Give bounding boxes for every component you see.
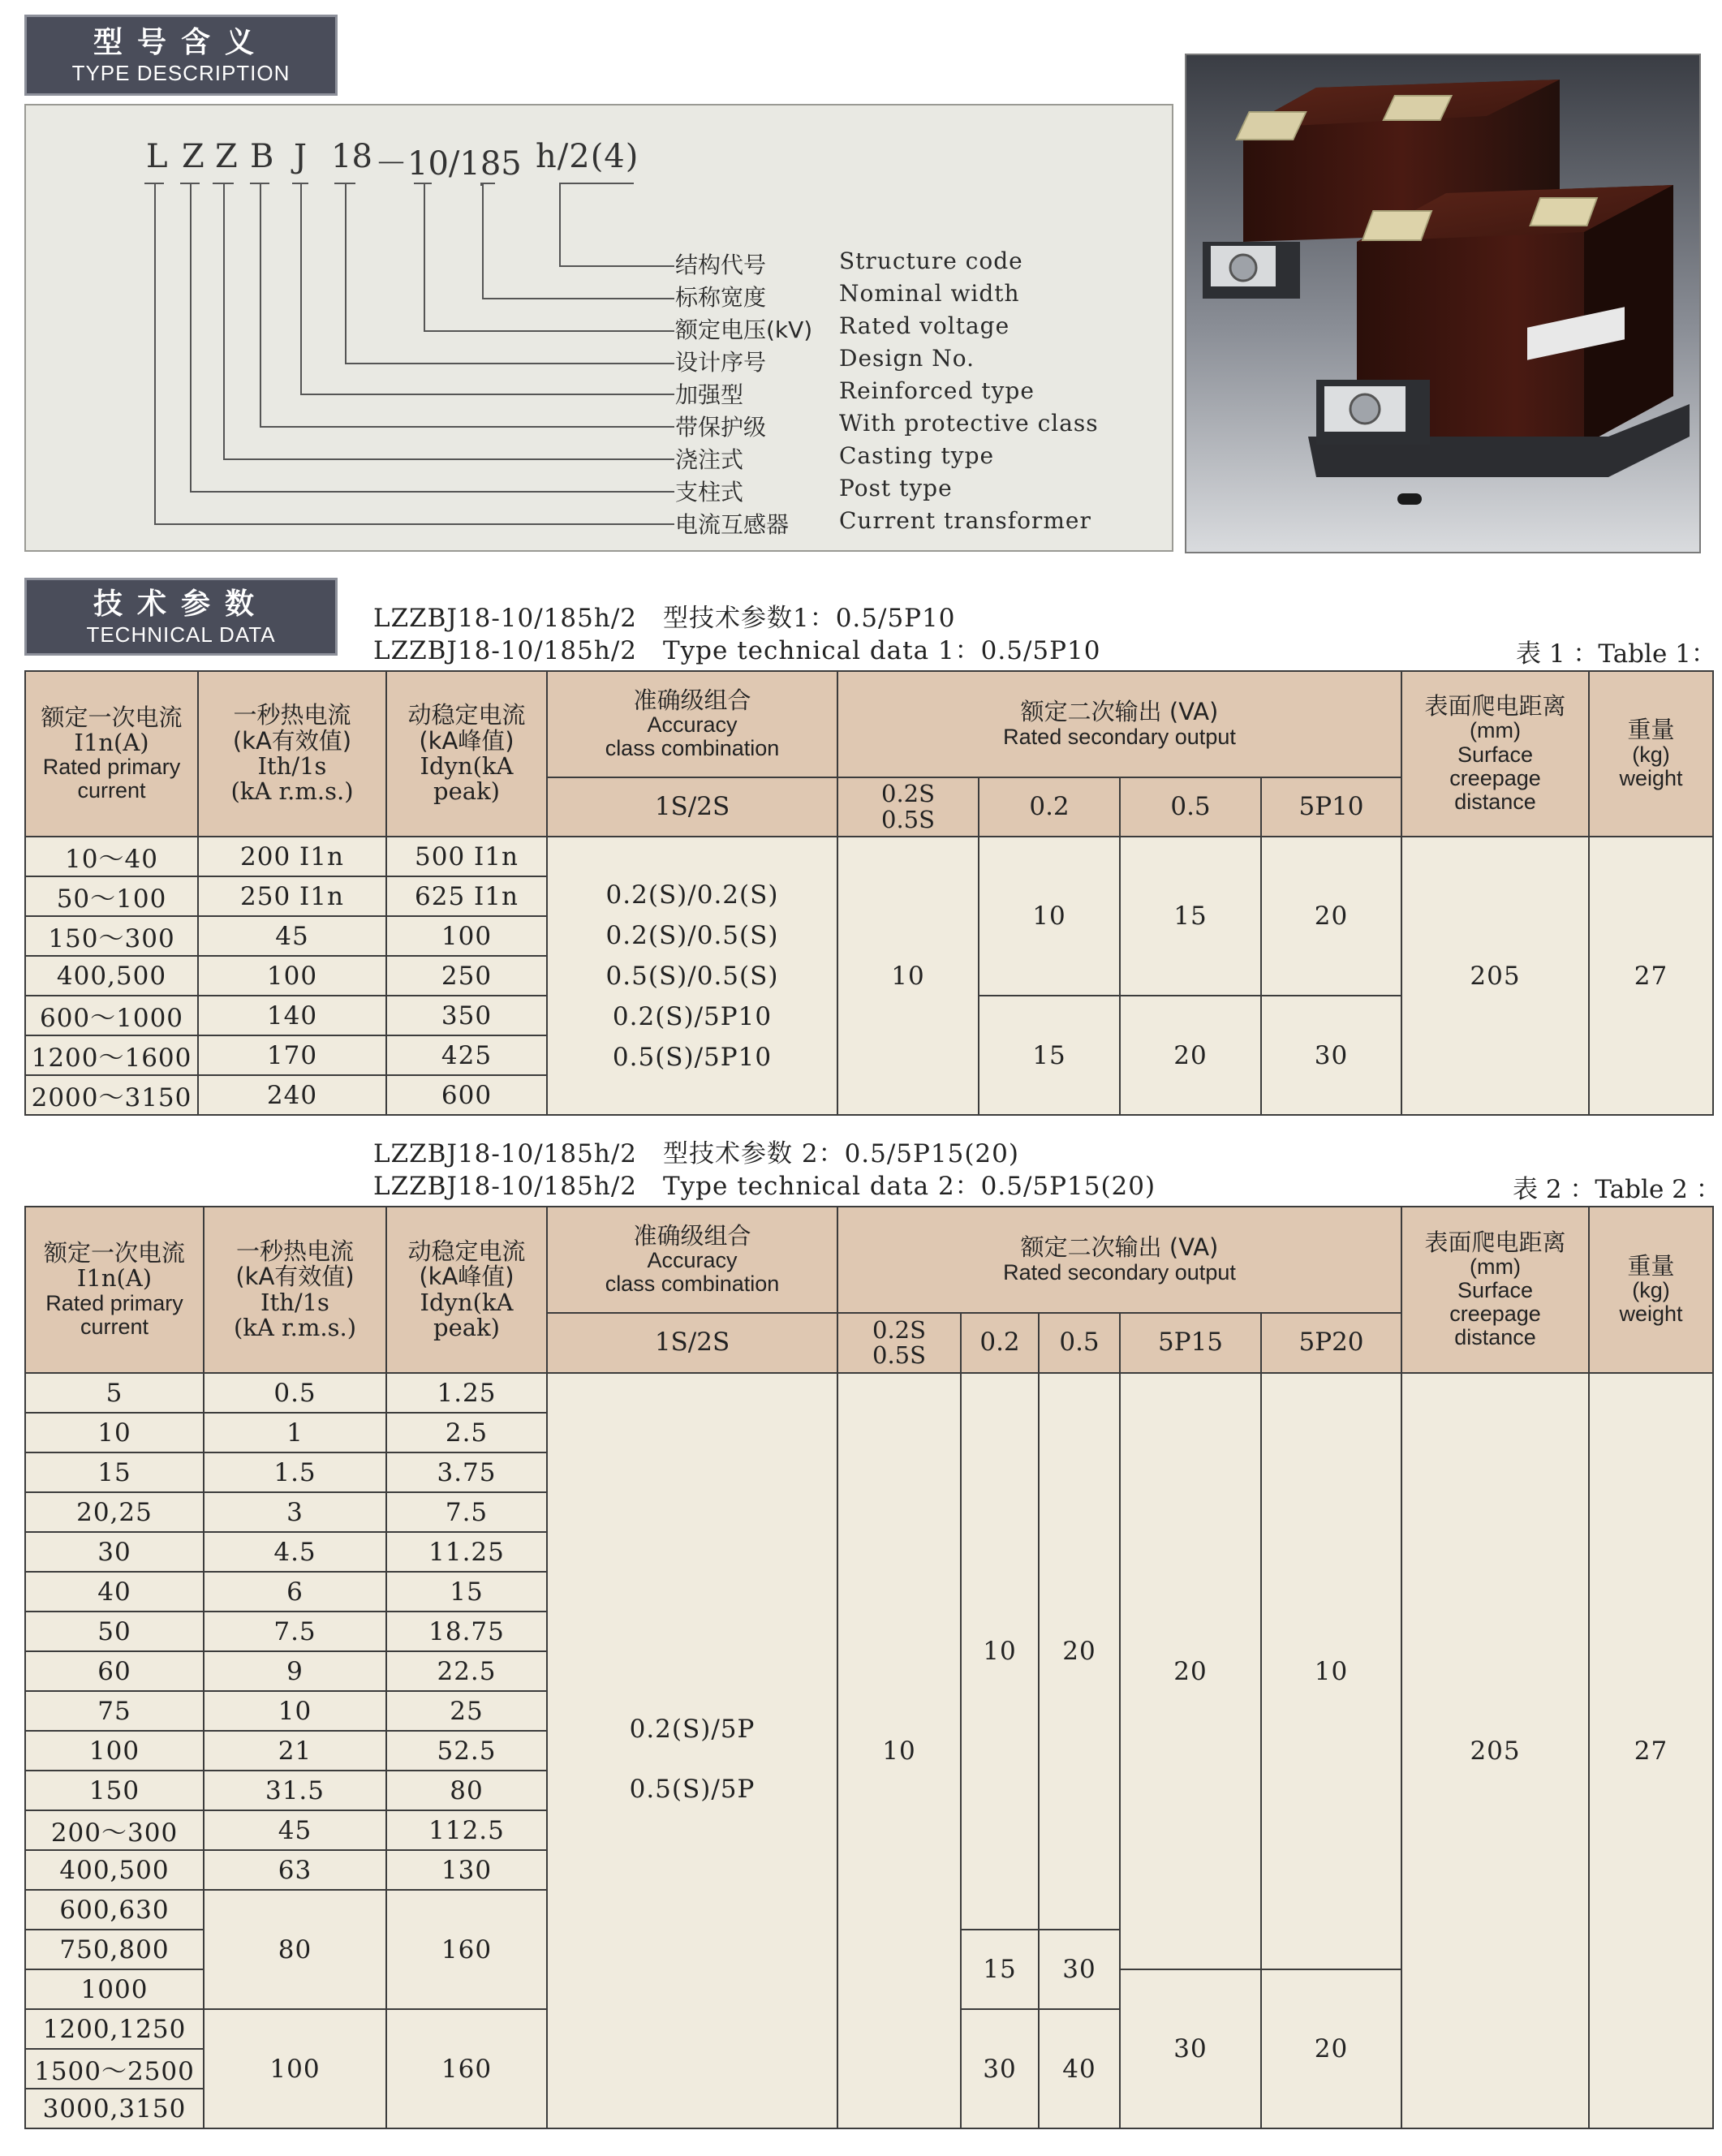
t2-primary: 600,630: [25, 1890, 204, 1930]
table2-label: 表 2 ：Table 2 ：: [1513, 1175, 1721, 1204]
t1-sub-accuracy: 1S/2S: [547, 777, 837, 837]
t1-head-creepage: 表面爬电距离 (mm) Surface creepage distance: [1401, 671, 1589, 837]
t1-weight: 27: [1589, 837, 1713, 1115]
code-part-j: J: [294, 138, 308, 175]
t2-dynamic: 2.5: [386, 1413, 547, 1452]
t2-head-output: 额定二次输出 (VA) Rated secondary output: [837, 1207, 1401, 1313]
t2-primary: 1500～2500: [25, 2049, 204, 2089]
legend-zh-nominal-width: 标称宽度: [675, 284, 767, 311]
t2-creepage: 205: [1401, 1373, 1589, 2128]
t1-out-5p10-b: 30: [1261, 996, 1401, 1115]
t2-primary: 400,500: [25, 1850, 204, 1890]
table-row: [25, 837, 1713, 876]
t2-out-5p15-a: 20: [1120, 1373, 1261, 1969]
t2-thermal: 6: [204, 1572, 386, 1612]
table1: [24, 670, 1714, 1116]
t2-primary: 1200,1250: [25, 2009, 204, 2049]
table-row: [25, 1373, 1713, 1413]
t1-primary: 1200～1600: [25, 1035, 198, 1075]
t1-sub-02s: 0.2S 0.5S: [837, 777, 979, 837]
legend-zh-reinforced-type: 加强型: [675, 381, 744, 408]
t1-thermal: 170: [198, 1035, 386, 1075]
t2-primary: 30: [25, 1532, 204, 1572]
t1-sub-5p10: 5P10: [1261, 777, 1401, 837]
t2-primary: 75: [25, 1691, 204, 1731]
t2-dynamic: 80: [386, 1771, 547, 1810]
t1-head-weight: 重量 (kg) weight: [1589, 671, 1713, 837]
t1-out-5p10-a: 20: [1261, 837, 1401, 996]
t2-primary: 150: [25, 1771, 204, 1810]
t2-head-primary: 额定一次电流 I1n(A) Rated primary current: [25, 1207, 204, 1373]
t2-sub-05: 0.5: [1039, 1313, 1120, 1373]
t2-thermal: 7.5: [204, 1612, 386, 1651]
t2-thermal: 45: [204, 1810, 386, 1850]
t2-dynamic-group-b: 160: [386, 2009, 547, 2128]
t2-out-02-b: 15: [961, 1930, 1039, 2009]
t2-dynamic: 11.25: [386, 1532, 547, 1572]
t2-primary: 40: [25, 1572, 204, 1612]
t2-primary: 10: [25, 1413, 204, 1452]
code-part-z2: Z: [215, 138, 238, 175]
t2-dynamic: 22.5: [386, 1651, 547, 1691]
table1-caption-zh: LZZBJ18-10/185h/2 型技术参数1：0.5/5P10: [373, 604, 956, 633]
t1-thermal: 250 I1n: [198, 876, 386, 916]
t2-sub-5p20: 5P20: [1261, 1313, 1401, 1373]
t2-sub-02: 0.2: [961, 1313, 1039, 1373]
t1-primary: 2000～3150: [25, 1075, 198, 1115]
t2-thermal: 10: [204, 1691, 386, 1731]
legend-zh-design-no: 设计序号: [675, 349, 767, 376]
legend-en-rated-voltage: Rated voltage: [839, 312, 1010, 339]
t2-primary: 100: [25, 1731, 204, 1771]
t1-primary: 400,500: [25, 956, 198, 996]
t1-head-dynamic: 动稳定电流 (kA峰值) Idyn(kA peak): [386, 671, 547, 837]
t2-dynamic: 1.25: [386, 1373, 547, 1413]
t2-thermal: 0.5: [204, 1373, 386, 1413]
type-description-panel: [24, 104, 1173, 552]
product-photo: [1185, 54, 1701, 553]
legend-zh-current-transformer: 电流互感器: [675, 511, 790, 538]
t2-thermal-group-a: 80: [204, 1890, 386, 2009]
t1-head-primary: 额定一次电流 I1n(A) Rated primary current: [25, 671, 198, 837]
t2-head-creepage: 表面爬电距离 (mm) Surface creepage distance: [1401, 1207, 1589, 1373]
legend-zh-casting-type: 浇注式: [675, 446, 744, 473]
t1-thermal: 45: [198, 916, 386, 956]
t1-dynamic: 100: [386, 916, 547, 956]
t1-thermal: 240: [198, 1075, 386, 1115]
table1-label: 表 1 ：Table 1：: [1516, 639, 1716, 669]
t1-head-thermal: 一秒热电流 (kA有效值) Ith/1s (kA r.m.s.): [198, 671, 386, 837]
t2-primary: 15: [25, 1452, 204, 1492]
legend-en-current-transformer: Current transformer: [839, 507, 1091, 534]
t2-thermal-group-b: 100: [204, 2009, 386, 2128]
t2-dynamic: 7.5: [386, 1492, 547, 1532]
legend-en-protective-class: With protective class: [839, 410, 1099, 437]
t2-sub-accuracy: 1S/2S: [547, 1313, 837, 1373]
t2-out-5p15-b: 30: [1120, 1969, 1261, 2128]
t1-out-02-a: 10: [979, 837, 1120, 996]
t2-out-5p20-b: 20: [1261, 1969, 1401, 2128]
t1-dynamic: 250: [386, 956, 547, 996]
t2-out-02s: 10: [837, 1373, 961, 2128]
legend-en-structure-code: Structure code: [839, 247, 1023, 274]
t2-thermal: 4.5: [204, 1532, 386, 1572]
t2-primary: 20,25: [25, 1492, 204, 1532]
t2-head-accuracy: 准确级组合 Accuracy class combination: [547, 1207, 837, 1313]
t2-primary: 200～300: [25, 1810, 204, 1850]
table2: [24, 1206, 1714, 2129]
code-part-structure: h/2(4): [536, 138, 639, 175]
t2-weight: 27: [1589, 1373, 1713, 2128]
t2-head-thermal: 一秒热电流 (kA有效值) Ith/1s (kA r.m.s.): [204, 1207, 386, 1373]
t1-primary: 600～1000: [25, 996, 198, 1035]
legend-en-casting-type: Casting type: [839, 442, 995, 469]
t2-thermal: 31.5: [204, 1771, 386, 1810]
t2-primary: 50: [25, 1612, 204, 1651]
t2-out-02-a: 10: [961, 1373, 1039, 1930]
code-part-b: B: [250, 138, 274, 175]
t2-head-dynamic: 动稳定电流 (kA峰值) Idyn(kA peak): [386, 1207, 547, 1373]
t2-primary: 3000,3150: [25, 2089, 204, 2128]
t1-out-05-a: 15: [1120, 837, 1261, 996]
t1-out-02-b: 15: [979, 996, 1120, 1115]
t2-dynamic: 25: [386, 1691, 547, 1731]
t1-thermal: 100: [198, 956, 386, 996]
type-description-title-zh: 型号含义: [93, 26, 269, 59]
t1-out-05-b: 20: [1120, 996, 1261, 1115]
code-part-voltage-width: －10/185: [375, 145, 522, 183]
code-part-l: L: [146, 138, 168, 175]
current-transformer-image: [1186, 55, 1699, 552]
t2-sub-5p15: 5P15: [1120, 1313, 1261, 1373]
t2-primary: 60: [25, 1651, 204, 1691]
legend-zh-rated-voltage: 额定电压(kV): [675, 316, 813, 343]
t2-thermal: 1: [204, 1413, 386, 1452]
table2-caption-en: LZZBJ18-10/185h/2 Type technical data 2：0.5/5P15(20): [373, 1172, 1156, 1201]
t1-primary: 50～100: [25, 876, 198, 916]
t2-dynamic: 18.75: [386, 1612, 547, 1651]
legend-en-reinforced-type: Reinforced type: [839, 377, 1035, 404]
t2-dynamic: 15: [386, 1572, 547, 1612]
t1-thermal: 140: [198, 996, 386, 1035]
t1-thermal: 200 I1n: [198, 837, 386, 876]
t2-thermal: 3: [204, 1492, 386, 1532]
technical-data-badge: [24, 578, 338, 656]
legend-en-nominal-width: Nominal width: [839, 280, 1020, 307]
t1-primary: 10～40: [25, 837, 198, 876]
t1-sub-02: 0.2: [979, 777, 1120, 837]
t1-creepage: 205: [1401, 837, 1589, 1115]
t1-head-output: 额定二次输出 (VA) Rated secondary output: [837, 671, 1401, 777]
t1-dynamic: 625 I1n: [386, 876, 547, 916]
t1-sub-05: 0.5: [1120, 777, 1261, 837]
legend-zh-structure-code: 结构代号: [675, 252, 767, 278]
t2-primary: 750,800: [25, 1930, 204, 1969]
t2-sub-02s: 0.2S 0.5S: [837, 1313, 961, 1373]
t1-out-02s: 10: [837, 837, 979, 1115]
technical-data-title-zh: 技术参数: [93, 587, 269, 621]
table2-caption-zh: LZZBJ18-10/185h/2 型技术参数 2：0.5/5P15(20): [373, 1139, 1019, 1168]
t2-head-weight: 重量 (kg) weight: [1589, 1207, 1713, 1373]
t2-dynamic: 112.5: [386, 1810, 547, 1850]
t2-thermal: 63: [204, 1850, 386, 1890]
t2-dynamic: 3.75: [386, 1452, 547, 1492]
legend-zh-protective-class: 带保护级: [675, 414, 767, 441]
t1-primary: 150～300: [25, 916, 198, 956]
t1-accuracy-combinations: 0.2(S)/0.2(S) 0.2(S)/0.5(S) 0.5(S)/0.5(S) 0.2(S)/5P10 0.5(S)/5P10: [547, 837, 837, 1115]
t2-dynamic-group-a: 160: [386, 1890, 547, 2009]
t2-out-02-c: 30: [961, 2009, 1039, 2128]
type-description-badge: [24, 15, 338, 96]
technical-data-title-en: TECHNICAL DATA: [86, 622, 276, 647]
t1-dynamic: 600: [386, 1075, 547, 1115]
t2-primary: 1000: [25, 1969, 204, 2009]
code-part-18: 18: [331, 138, 372, 175]
legend-zh-post-type: 支柱式: [675, 479, 744, 506]
t2-dynamic: 52.5: [386, 1731, 547, 1771]
t2-thermal: 9: [204, 1651, 386, 1691]
t2-out-05-a: 20: [1039, 1373, 1120, 1930]
code-part-z1: Z: [182, 138, 204, 175]
legend-en-design-no: Design No.: [839, 345, 975, 372]
t2-out-5p20-a: 10: [1261, 1373, 1401, 1969]
t2-thermal: 21: [204, 1731, 386, 1771]
legend-en-post-type: Post type: [839, 475, 953, 501]
t2-out-05-b: 30: [1039, 1930, 1120, 2009]
t2-out-05-c: 40: [1039, 2009, 1120, 2128]
t2-primary: 5: [25, 1373, 204, 1413]
type-description-title-en: TYPE DESCRIPTION: [71, 61, 291, 85]
table1-caption-en: LZZBJ18-10/185h/2 Type technical data 1：0.5/5P10: [373, 636, 1101, 665]
t1-dynamic: 500 I1n: [386, 837, 547, 876]
t1-dynamic: 425: [386, 1035, 547, 1075]
t1-head-accuracy: 准确级组合 Accuracy class combination: [547, 671, 837, 777]
t2-accuracy-combinations: 0.2(S)/5P 0.5(S)/5P: [547, 1373, 837, 2128]
t2-dynamic: 130: [386, 1850, 547, 1890]
t2-thermal: 1.5: [204, 1452, 386, 1492]
t1-dynamic: 350: [386, 996, 547, 1035]
